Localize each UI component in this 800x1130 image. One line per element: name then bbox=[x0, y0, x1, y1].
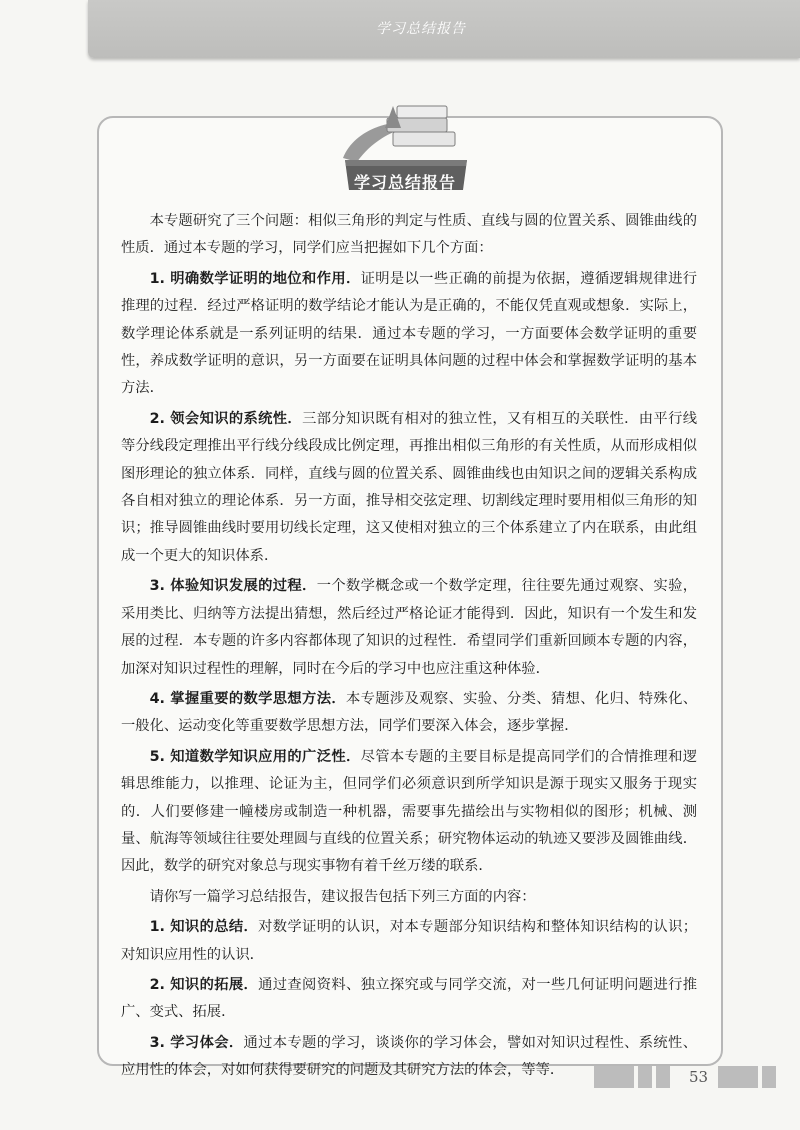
point-heading: 3. 体验知识发展的过程． bbox=[149, 578, 317, 595]
footer-block bbox=[656, 1066, 670, 1088]
point-paragraph bbox=[121, 266, 697, 403]
point-paragraph bbox=[121, 573, 697, 683]
point-paragraph bbox=[121, 744, 697, 881]
task-heading: 1. 知识的总结． bbox=[149, 919, 259, 936]
emblem bbox=[335, 88, 485, 198]
paragraph-text: 尽管本专题的主要目标是提高同学们的合情推理和逻辑思维能力，以推理、论证为主，但同学们必须意识到所学知识是源于现实又服务于现实的．人们要修建一幢楼房或制造一种机器，需要事先描绘出与实物相似的图形；机械、测量、航海等领域往往要处理圆与直线的位置关系；研究物体运动的轨迹又要涉及圆锥曲线．因此，数学的研究对象总与现实事物有着千丝万缕的联系． bbox=[121, 748, 698, 875]
header-bar bbox=[88, 0, 800, 58]
footer-block bbox=[638, 1066, 652, 1088]
point-heading: 1. 明确数学证明的地位和作用． bbox=[149, 270, 361, 287]
task-item bbox=[121, 914, 697, 969]
task-paragraph bbox=[121, 884, 697, 911]
page-number: 53 bbox=[689, 1068, 709, 1086]
footer-block bbox=[762, 1066, 776, 1088]
intro-paragraph bbox=[121, 208, 697, 263]
point-paragraph bbox=[121, 406, 697, 570]
task-item bbox=[121, 972, 697, 1027]
paragraph-text: 本专题研究了三个问题：相似三角形的判定与性质、直线与圆的位置关系、圆锥曲线的性质．通过本专题的学习，同学们应当把握如下几个方面： bbox=[121, 213, 697, 257]
point-heading: 2. 领会知识的系统性． bbox=[149, 410, 303, 427]
point-heading: 4. 掌握重要的数学思想方法． bbox=[149, 690, 346, 707]
paragraph-text: 请你写一篇学习总结报告，建议报告包括下列三方面的内容： bbox=[149, 888, 536, 905]
point-heading: 5. 知道数学知识应用的广泛性． bbox=[149, 748, 361, 765]
paragraph-text: 通过查阅资料、独立探究或与同学交流，对一些几何证明问题进行推广、变式、拓展． bbox=[121, 976, 697, 1021]
point-paragraph bbox=[121, 686, 697, 741]
paragraph-text: 对数学证明的认识，对本专题部分知识结构和整体知识结构的认识；对知识应用性的认识． bbox=[121, 919, 697, 963]
task-heading: 3. 学习体会． bbox=[149, 1034, 244, 1051]
footer-block bbox=[718, 1066, 758, 1088]
emblem-title: 学习总结报告 bbox=[353, 173, 456, 192]
paragraph-text: 一个数学概念或一个数学定理，往往要先通过观察、实验，采用类比、归纳等方法提出猜想，然后经过严格论证才能得到．因此，知识有一个发生和发展的过程．本专题的许多内容都体现了知识的过程性．希望同学们重新回顾本专题的内容，加深对知识过程性的理解，同时在今后的学习中也应注重这种体验． bbox=[121, 578, 698, 677]
footer-block bbox=[594, 1066, 634, 1088]
paragraph-text: 证明是以一些正确的前提为依据，遵循逻辑规律进行推理的过程．经过严格证明的数学结论才能认为是正确的，不能仅凭直观或想象．实际上，数学理论体系就是一系列证明的结果．通过本专题的学习，一方面要体会数学证明的重要性，养成数学证明的意识，另一方面要在证明具体问题的过程中体会和掌握数学证明的基本方法． bbox=[121, 270, 698, 397]
report-body bbox=[121, 208, 697, 1085]
task-heading: 2. 知识的拓展． bbox=[149, 976, 259, 993]
header-title: 学习总结报告 bbox=[376, 21, 466, 37]
paragraph-text: 通过本专题的学习，谈谈你的学习体会，譬如对知识过程性、系统性、应用性的体会，对如何获得要研究的问题及其研究方法的体会，等等． bbox=[121, 1034, 697, 1079]
paragraph-text: 本专题涉及观察、实验、分类、猜想、化归、特殊化、一般化、运动变化等重要数学思想方法，同学们要深入体会，逐步掌握． bbox=[121, 690, 698, 735]
paragraph-text: 三部分知识既有相对的独立性，又有相互的关联性．由平行线等分线段定理推出平行线分线段成比例定理，再推出相似三角形的有关性质，从而形成相似图形理论的独立体系．同样，直线与圆的位置关系、圆锥曲线也由知识之间的逻辑关系构成各自相对独立的理论体系．另一方面，推导相交弦定理、切割线定理时要用相似三角形的知识；推导圆锥曲线时要用切线长定理，这又使相对独立的三个体系建立了内在联系，由此组成一个更大的知识体系． bbox=[121, 410, 698, 564]
